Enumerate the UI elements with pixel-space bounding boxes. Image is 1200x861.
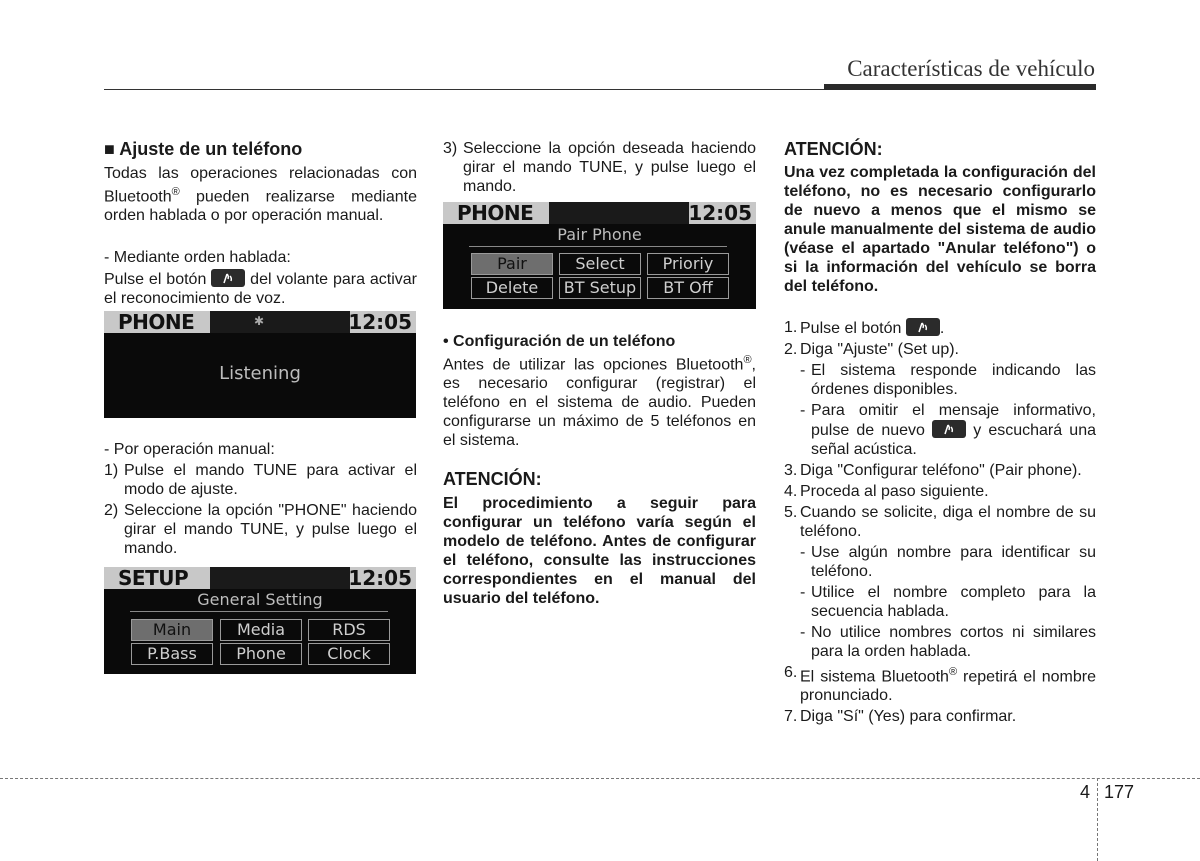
phone-listening-screen xyxy=(104,311,416,418)
screen-clock: 12:05 xyxy=(348,566,412,590)
manual-steps xyxy=(104,440,417,558)
screen-subtitle: Pair Phone xyxy=(557,225,642,244)
section-heading: ■ Ajuste de un teléfono xyxy=(104,139,303,159)
list-item: 7. Diga "Sí" (Yes) para confirmar. xyxy=(784,708,1017,726)
attention-paragraph: Una vez completada la configuración del teléfono, no es necesario configurarlo de nuevo a menos que el mismo se anule manualmente del sistema de audio (véase el apartado "Anular teléfono") o si la información del vehículo se borra del teléfono. xyxy=(784,164,1096,295)
sub-item: - No utilice nombres cortos ni similares para la orden hablada. xyxy=(800,624,1096,660)
config-paragraph: Antes de utilizar las opciones Bluetooth®, es necesario configurar (registrar) el teléfono en el sistema de audio. Pueden configurarse un máximo de 5 teléfonos en el sistema. xyxy=(443,354,756,450)
list-item: 1. Pulse el botón . xyxy=(784,319,945,337)
sub-item: - Para omitir el mensaje informativo, pulse de nuevo y escuchará una señal acústica. xyxy=(800,402,1096,458)
config-section xyxy=(443,332,756,608)
list-item: 4. Proceda al paso siguiente. xyxy=(784,483,989,500)
list-item: 3) Seleccione la opción deseada haciendo girar el mando TUNE, y pulse luego el mando. xyxy=(443,140,756,195)
sub-item: - Use algún nombre para identificar su teléfono. xyxy=(800,544,1096,580)
menu-button-pbass: P.Bass xyxy=(131,643,213,665)
header-rule-accent xyxy=(824,84,1096,90)
intro-paragraph: Todas las operaciones relacionadas con Bluetooth® pueden realizarse mediante orden hablada o por operación manual. xyxy=(104,165,417,225)
page-number: 177 xyxy=(1104,782,1135,802)
screen-subtitle: General Setting xyxy=(197,590,323,609)
menu-button-delete: Delete xyxy=(471,277,553,299)
menu-button-pair: Pair xyxy=(471,253,553,275)
column-left xyxy=(104,140,417,308)
column-middle xyxy=(443,139,756,196)
sub-item: - Utilice el nombre completo para la secuencia hablada. xyxy=(800,584,1096,620)
screen-clock: 12:05 xyxy=(688,201,752,225)
screen-title: PHONE xyxy=(118,310,195,334)
screen-clock: 12:05 xyxy=(348,310,412,334)
menu-button-bt-off: BT Off xyxy=(647,277,729,299)
column-right xyxy=(784,140,1096,726)
footer-dashed-divider xyxy=(1097,778,1098,861)
menu-button-main: Main xyxy=(131,619,213,641)
voice-paragraph: Pulse el botón del volante para activar el reconocimiento de voz. xyxy=(104,271,418,308)
footer-dashed-rule xyxy=(0,778,1200,779)
talk-button-icon xyxy=(906,318,940,336)
list-item: 5. Cuando se solicite, diga el nombre de su teléfono. xyxy=(784,504,1096,540)
attention-heading: ATENCIÓN: xyxy=(443,469,542,490)
voice-label: - Mediante orden hablada: xyxy=(104,249,291,267)
menu-button-select: Select xyxy=(559,253,641,275)
list-item: 1) Pulse el mando TUNE para activar el modo de ajuste. xyxy=(104,462,417,498)
config-heading: • Configuración de un teléfono xyxy=(443,333,676,350)
sub-item: - El sistema responde indicando las órdenes disponibles. xyxy=(800,362,1096,398)
chapter-number: 4 xyxy=(1080,782,1091,802)
pair-phone-screen xyxy=(443,202,756,309)
menu-button-phone: Phone xyxy=(220,643,302,665)
bluetooth-icon: ✱ xyxy=(254,314,265,328)
talk-button-icon xyxy=(211,269,245,287)
screen-title: PHONE xyxy=(457,201,534,225)
menu-button-media: Media xyxy=(220,619,302,641)
menu-button-clock: Clock xyxy=(308,643,390,665)
menu-button-rds: RDS xyxy=(308,619,390,641)
screen-title: SETUP xyxy=(118,566,189,590)
list-item: 2. Diga "Ajuste" (Set up). xyxy=(784,341,959,358)
talk-button-icon xyxy=(932,420,966,438)
listening-message: Listening xyxy=(219,363,301,384)
square-bullet-icon: ■ xyxy=(104,139,115,159)
manual-label: - Por operación manual: xyxy=(104,441,275,458)
menu-button-priority: Prioriy xyxy=(647,253,729,275)
running-header-title: Características de vehículo xyxy=(847,56,1095,81)
menu-button-bt-setup: BT Setup xyxy=(559,277,641,299)
list-item: 2) Seleccione la opción "PHONE" haciendo girar el mando TUNE, y pulse luego el mando. xyxy=(104,502,417,557)
attention-heading: ATENCIÓN: xyxy=(784,139,883,159)
attention-paragraph: El procedimiento a seguir para configurar un teléfono varía según el modelo de teléfono. Antes de configurar el teléfono, consulte las instrucciones correspondientes en el manual del usuario del teléfono. xyxy=(443,495,756,608)
setup-screen xyxy=(104,567,416,674)
list-item: 3. Diga "Configurar teléfono" (Pair phone). xyxy=(784,462,1082,479)
list-item: 6. El sistema Bluetooth® repetirá el nombre pronunciado. xyxy=(784,664,1096,705)
